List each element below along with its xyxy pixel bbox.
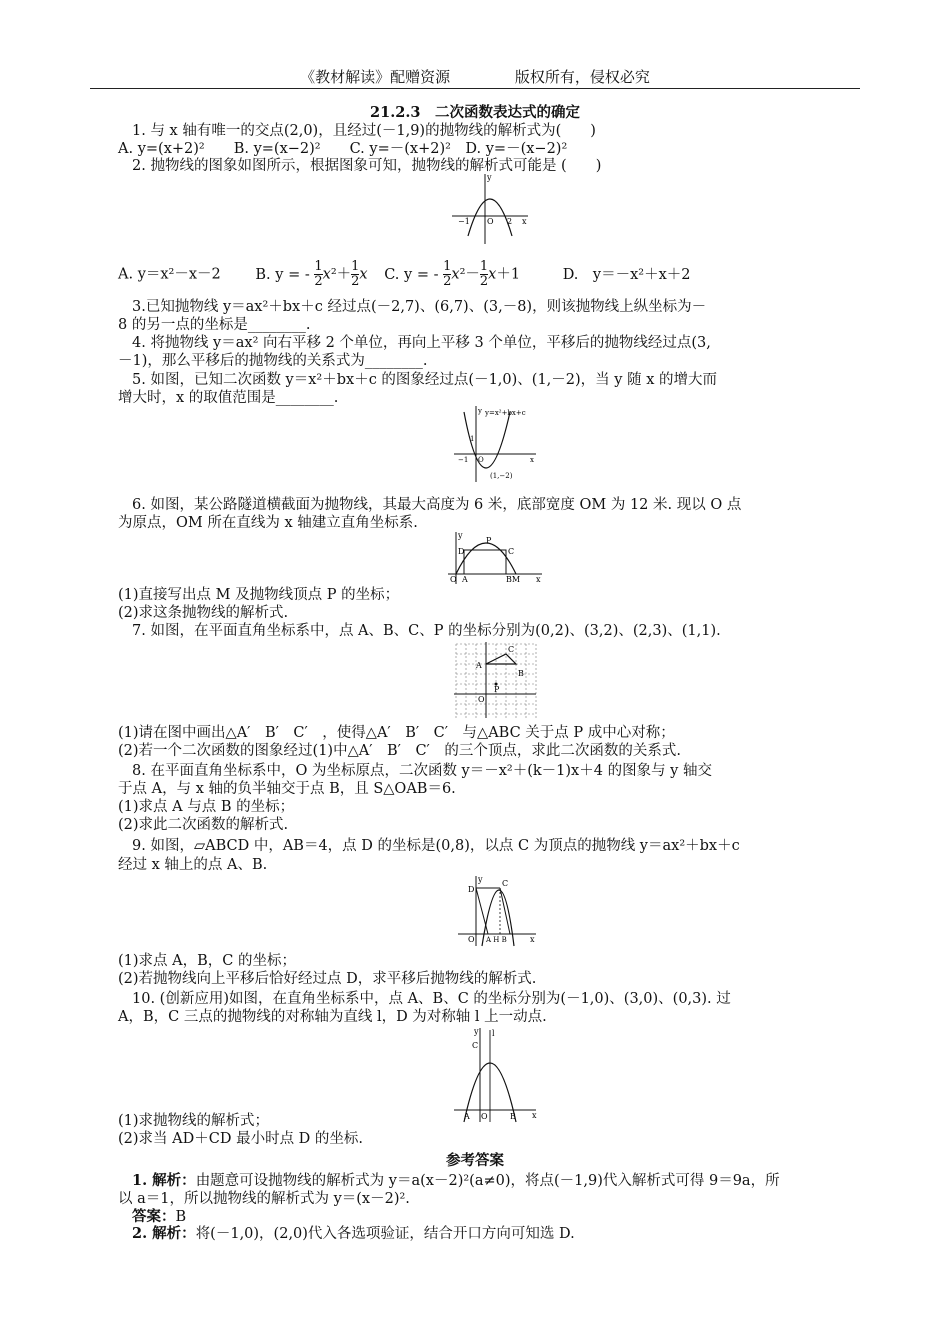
q6-figure xyxy=(446,530,546,586)
q2-fig-two: 2 xyxy=(507,217,513,226)
q10-sub1: (1)求抛物线的解析式； xyxy=(118,1113,270,1129)
answer-2: 2. 解析：将(－1,0)，(2,0)代入各选项验证，结合开口方向可知选 D. xyxy=(132,1225,575,1242)
q8-line1: 8. 在平面直角坐标系中，O 为坐标原点，二次函数 y＝－x²＋(k－1)x＋4 的图象与 y 轴交 xyxy=(132,763,712,779)
q5-fig-neg1: −1 xyxy=(458,456,469,464)
q3-line2: 8 的另一点的坐标是________. xyxy=(118,317,311,333)
q10-fig-b: B xyxy=(510,1112,516,1121)
q9-figure xyxy=(456,874,540,948)
q1-stem: 1. 与 x 轴有唯一的交点(2,0)，且经过(－1,9)的抛物线的解析式为( ) xyxy=(132,123,596,139)
q6-sub2: (2)求这条抛物线的解析式. xyxy=(118,605,289,621)
answer-1-line2: 以 a＝1，所以抛物线的解析式为 y＝(x－2)². xyxy=(118,1191,410,1207)
q10-fig-c: C xyxy=(472,1041,479,1050)
q2-option-a: A. y＝x²－x－2 xyxy=(118,266,221,283)
q2-stem: 2. 抛物线的图象如图所示，根据图象可知，抛物线的解析式可能是 ( ) xyxy=(132,158,602,174)
q7-fig-o: O xyxy=(478,695,485,704)
page-title: 21.2.3 二次函数表达式的确定 xyxy=(370,104,580,121)
q2-frac: $\frac{1}{2}$ xyxy=(351,259,360,289)
q10-sub2: (2)求当 AD＋CD 最小时点 D 的坐标. xyxy=(118,1131,364,1147)
q10-fig-x: x xyxy=(532,1111,537,1120)
q5-line1: 5. 如图，已知二次函数 y＝x²＋bx＋c 的图象经过点(－1,0)、(1,－2)，当 y 随 x 的增大而 xyxy=(132,372,717,388)
q2-options: A. y＝x²－x－2 B. y = - $\frac{1}{2}$ x²＋ $\frac{1}{2}$ x C. y = - $\frac{1}{2}$ x²－ $\frac{1}{2}$ x＋1 D. y＝－x²＋x＋2 xyxy=(118,259,691,289)
q2-frac: $\frac{1}{2}$ xyxy=(314,259,323,289)
q9-sub2: (2)若抛物线向上平移后恰好经过点 D，求平移后抛物线的解析式. xyxy=(118,971,537,987)
q7-line1: 7. 如图，在平面直角坐标系中，点 A、B、C、P 的坐标分别为(0,2)、(3,2)、(2,3)、(1,1). xyxy=(132,623,721,639)
q8-sub2: (2)求此二次函数的解析式. xyxy=(118,817,289,833)
answers-heading: 参考答案 xyxy=(446,1152,504,1169)
q9-fig-ahb: A H B xyxy=(486,936,507,944)
answer-1-result: 答案：B xyxy=(132,1208,187,1225)
header-right: 版权所有，侵权必究 xyxy=(514,68,650,86)
q9-line1: 9. 如图，▱ABCD 中，AB＝4，点 D 的坐标是(0,8)，以点 C 为顶点的抛物线 y＝ax²＋bx＋c xyxy=(132,838,740,854)
q9-fig-y: y xyxy=(478,875,483,884)
q7-fig-p: P xyxy=(494,685,500,694)
q7-fig-c: C xyxy=(508,645,515,654)
answer-1-label: 1. 解析： xyxy=(132,1172,196,1189)
q7-figure xyxy=(452,640,540,720)
q7-sub1: (1)请在图中画出△A′ B′ C′ ，使得△A′ B′ C′ 与△ABC 关于点 P 成中心对称； xyxy=(118,725,675,741)
answer-2-label: 2. 解析： xyxy=(132,1225,196,1242)
header-rule xyxy=(90,88,860,89)
q6-fig-y: y xyxy=(458,531,463,540)
q3-line1: 3.已知抛物线 y＝ax²＋bx＋c 经过点(－2,7)、(6,7)、(3,－8)，则该抛物线上纵坐标为－ xyxy=(132,299,707,315)
q10-fig-o: O xyxy=(481,1112,488,1121)
q2-frac: $\frac{1}{2}$ xyxy=(479,259,489,289)
q6-line2: 为原点，OM 所在直线为 x 轴建立直角坐标系. xyxy=(118,515,418,531)
q2-fig-neg1: −1 xyxy=(458,217,470,226)
answer-1-line1: 1. 解析：由题意可设抛物线的解析式为 y＝a(x－2)²(a≠0)，将点(－1,9)代入解析式可得 9＝9a，所 xyxy=(132,1172,780,1189)
q10-line1: 10. (创新应用)如图，在直角坐标系中，点 A、B、C 的坐标分别为(－1,0)、(3,0)、(0,3). 过 xyxy=(132,991,731,1007)
q6-fig-c: C xyxy=(508,547,515,556)
q6-fig-a: A xyxy=(462,575,468,584)
q7-sub2: (2)若一个二次函数的图象经过(1)中△A′ B′ C′ 的三个顶点，求此二次函数的关系式. xyxy=(118,743,681,759)
q5-fig-eq: y=x²+bx+c xyxy=(485,409,526,417)
q6-fig-bm: BM xyxy=(506,575,521,584)
q9-line2: 经过 x 轴上的点 A、B. xyxy=(118,857,268,873)
q6-sub1: (1)直接写出点 M 及抛物线顶点 P 的坐标； xyxy=(118,587,400,603)
q8-line2: 于点 A，与 x 轴的负半轴交于点 B，且 S△OAB＝6. xyxy=(118,781,456,797)
q4-line1: 4. 将抛物线 y＝ax² 向右平移 2 个单位，再向上平移 3 个单位，平移后的抛物线经过点(3, xyxy=(132,335,711,351)
q10-line2: A，B，C 三点的抛物线的对称轴为直线 l，D 为对称轴 l 上一动点. xyxy=(118,1009,547,1025)
q5-figure xyxy=(452,404,540,484)
q5-fig-y: y xyxy=(478,407,482,415)
q5-fig-one: 1 xyxy=(470,435,475,443)
q2-fig-o: O xyxy=(487,217,494,226)
q2-option-c-prefix: C. y = - xyxy=(384,266,439,283)
q2-figure xyxy=(450,170,532,246)
q5-fig-pt: (1,−2) xyxy=(490,472,513,480)
q1-options: A. y=(x+2)² B. y=(x−2)² C. y=－(x+2)² D. y=－(x−2)² xyxy=(118,141,568,157)
q9-fig-d: D xyxy=(468,885,475,894)
q9-fig-x: x xyxy=(530,935,535,944)
q9-fig-c: C xyxy=(502,879,509,888)
q7-fig-b: B xyxy=(518,669,524,678)
q6-line1: 6. 如图，某公路隧道横截面为抛物线，其最大高度为 6 米，底部宽度 OM 为 12 米. 现以 O 点 xyxy=(132,497,742,513)
q5-fig-x: x xyxy=(530,456,534,464)
page-header xyxy=(0,66,950,87)
q6-fig-p: P xyxy=(486,536,492,545)
q2-fig-y: y xyxy=(487,173,492,182)
q10-figure xyxy=(452,1026,540,1124)
q10-fig-a: A xyxy=(464,1112,470,1121)
q9-sub1: (1)求点 A，B，C 的坐标； xyxy=(118,953,296,969)
q4-line2: －1)，那么平移后的抛物线的关系式为________. xyxy=(118,353,428,369)
q10-fig-l: l xyxy=(492,1029,495,1038)
answer-1-result-label: 答案： xyxy=(132,1208,176,1225)
header-left: 《教材解读》配赠资源 xyxy=(300,68,451,86)
q5-fig-o: O xyxy=(478,456,484,464)
q9-fig-o: O xyxy=(468,935,475,944)
q7-fig-a: A xyxy=(476,661,482,670)
q2-option-b-prefix: B. y = - xyxy=(255,266,310,283)
q6-fig-o: O xyxy=(450,575,457,584)
q5-line2: 增大时，x 的取值范围是________. xyxy=(118,390,339,406)
q2-fig-x: x xyxy=(522,217,527,226)
q2-option-d: D. y＝－x²＋x＋2 xyxy=(562,266,691,283)
q10-fig-y: y xyxy=(474,1027,479,1036)
q6-fig-x: x xyxy=(536,575,541,584)
q6-fig-d: D xyxy=(458,547,465,556)
q2-frac: $\frac{1}{2}$ xyxy=(443,259,452,289)
q8-sub1: (1)求点 A 与点 B 的坐标； xyxy=(118,799,295,815)
